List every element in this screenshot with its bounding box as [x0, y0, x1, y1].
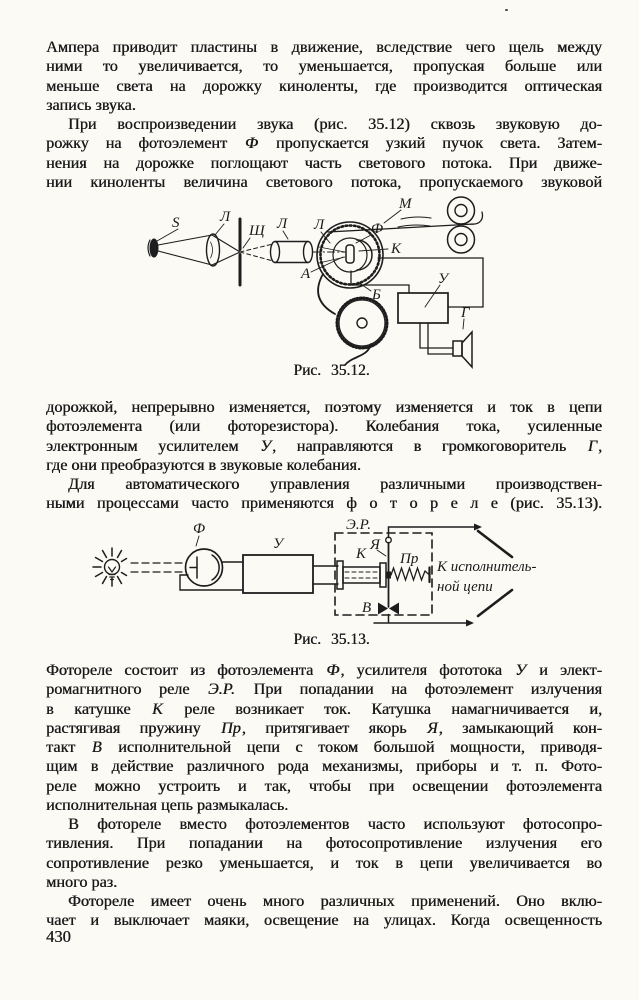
spring-label: Пр	[400, 551, 419, 567]
photocell	[186, 549, 223, 586]
relay-spring	[391, 568, 430, 583]
amp-label: У	[438, 271, 449, 287]
light-bulb-icon	[93, 548, 127, 586]
lens2-label: Л	[277, 216, 288, 232]
paragraph: При воспроизведении звука (рис. 35.12) сквозь звуковую до- рожку на фотоэлемент Ф пропускается узкий пучок света. Затем- нения на дорожке поглощают часть светового потока. При движе- нии киноленты величина светового потока, пропускаемого звуковой	[46, 115, 602, 191]
output-text-line1: К исполнитель-	[437, 559, 537, 575]
lamp-label: S	[172, 215, 180, 231]
amplifier-box	[243, 555, 313, 593]
paragraph: В фотореле вместо фотоэлементов часто используют фотосопро- тивления. При попадании на фотосопротивление излучения его сопротивление резко уменьшается, и ток в цепи увеличивается во много раз.	[46, 815, 602, 891]
page-number: 430	[46, 927, 71, 946]
output-text-line2: ной цепи	[437, 579, 493, 595]
relay-label: Э.Р.	[346, 518, 371, 533]
relay-coil	[337, 561, 391, 589]
text-block-middle	[46, 398, 602, 514]
figure-35-13	[85, 518, 545, 630]
scan-speck	[505, 9, 508, 11]
lens3-label: Л	[314, 217, 325, 233]
slit-label: Щ	[249, 223, 265, 239]
relay-box	[335, 533, 432, 615]
amp-label: У	[273, 536, 284, 552]
lens1-label: Л	[220, 209, 231, 225]
paragraph: Фотореле состоит из фотоэлемента Ф, усилителя фототока У и элект- ромагнитного реле Э.Р. При попадании на фотоэлемент излучения в катушке К реле возникает ток. Катушка намагничивается и, растягивая пружину Пр, притягивает якорь Я, замыкающий кон- такт В исполнительной цепи с током большой мощности, приводя- щим в действие различного рода механизмы, приборы и т. п. Фото- реле можно устроить и так, чтобы при освещении фотоэлемента исполнительная цепь размыкалась.	[46, 661, 603, 814]
amplifier-box	[398, 293, 448, 323]
paragraph: Фотореле имеет очень много различных применений. Оно вклю- чает и выключает маяки, освещение на улицах. Когда освещенность	[46, 892, 602, 930]
text-block-top	[46, 38, 602, 192]
arrow-right-icon	[466, 620, 474, 627]
figure-35-12-caption: Рис. 35.12.	[293, 362, 370, 379]
photocell-label: Ф	[193, 521, 206, 537]
a-label: А	[301, 266, 311, 282]
paragraph: дорожкой, непрерывно изменяется, поэтому изменяется и ток в цепи фотоэлемента (или фоторезистора). Колебания тока, усиленные электронным усилителем У, направляются в громкоговоритель Г, где они преобразуются в звуковые колебания.	[46, 398, 602, 474]
objective-lens	[271, 242, 313, 263]
figure-35-12	[125, 195, 545, 370]
arrow-right-icon	[474, 524, 482, 531]
figure-35-13-caption: Рис. 35.13.	[293, 631, 370, 648]
k-label: К	[391, 241, 401, 257]
speaker-label: Г	[461, 305, 470, 321]
coil-label: К	[356, 546, 366, 562]
film-label: М	[399, 196, 412, 212]
photocell	[346, 245, 354, 263]
photocell-label: Ф	[371, 221, 384, 237]
text-block-bottom	[46, 661, 602, 931]
condenser-lens	[207, 234, 220, 266]
paragraph: Для автоматического управления различными производствен- ными процессами часто применяются ф о т о р е л е (рис. 35.13).	[46, 475, 602, 513]
contact-label: В	[362, 600, 372, 616]
armature-label: Я	[370, 537, 380, 553]
paragraph: Ампера приводит пластины в движение, вследствие чего щель между ними то увеличивается, то уменьшается, пропуская больше или меньше света на дорожку киноленты, где производится оптическая запись звука.	[46, 38, 602, 114]
b-label: Б	[372, 287, 381, 303]
